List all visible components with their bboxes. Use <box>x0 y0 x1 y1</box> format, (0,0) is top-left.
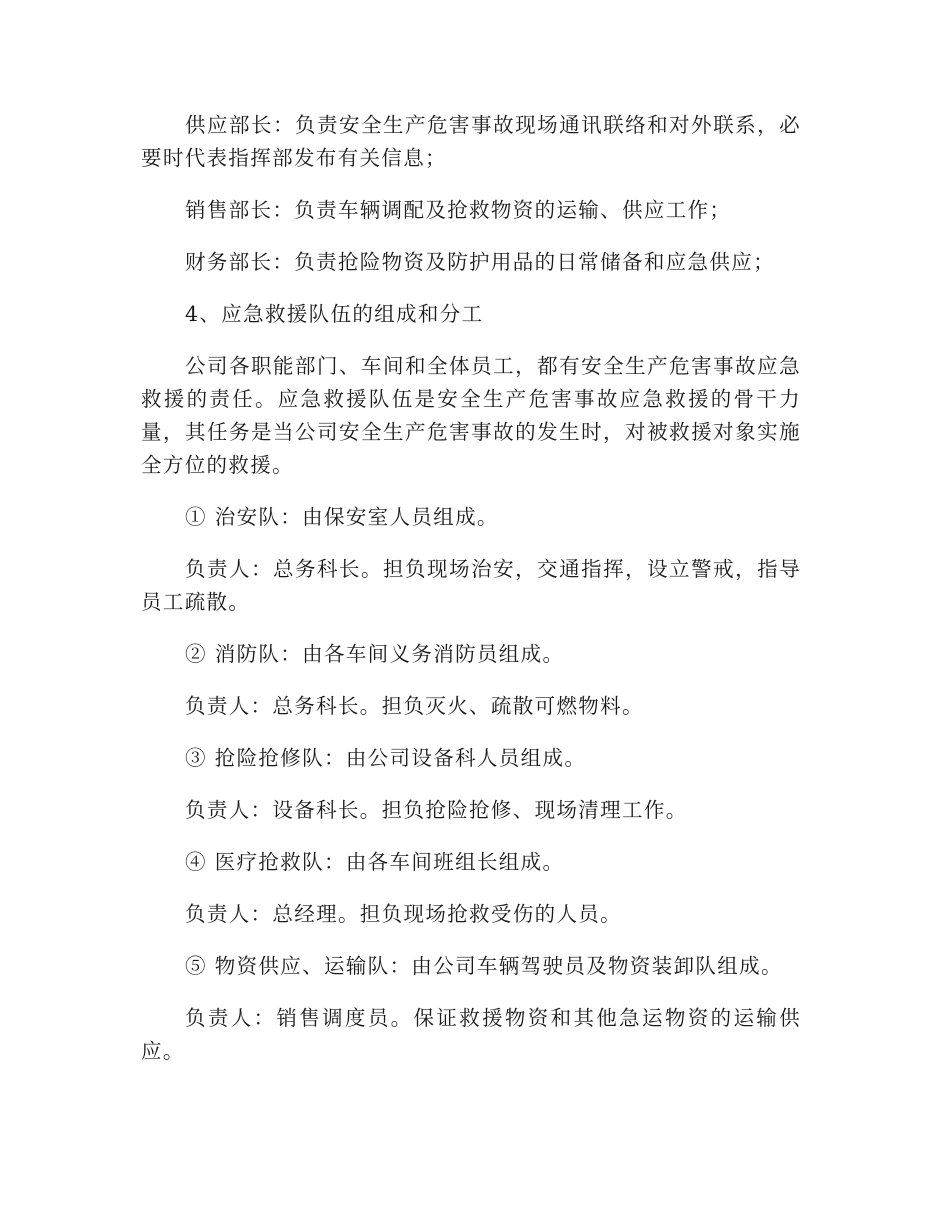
section-heading-rescue-teams: 4、应急救援队伍的组成和分工 <box>185 302 484 326</box>
document-page <box>141 109 801 1068</box>
paragraph-security-team-lead: 负责人：总务科长。担负现场治安，交通指挥，设立警戒，指导员工疏散。 <box>141 557 801 614</box>
list-item-supply-transport-team: ⑤ 物资供应、运输队：由公司车辆驾驶员及物资装卸队组成。 <box>185 954 783 978</box>
paragraph-supply-minister: 供应部长：负责安全生产危害事故现场通讯联络和对外联系，必要时代表指挥部发布有关信息； <box>141 113 801 170</box>
paragraph-repair-team-lead: 负责人：设备科长。担负抢险抢修、现场清理工作。 <box>185 798 688 822</box>
paragraph-supply-transport-lead: 负责人：销售调度员。保证救援物资和其他急运物资的运输供应。 <box>141 1006 801 1063</box>
paragraph-fire-team-lead: 负责人：总务科长。担负灭火、疏散可燃物料。 <box>185 694 644 718</box>
list-item-repair-team: ③ 抢险抢修队：由公司设备科人员组成。 <box>185 746 587 770</box>
paragraph-rescue-responsibility: 公司各职能部门、车间和全体员工，都有安全生产危害事故应急救援的责任。应急救援队伍是安全生产危害事故应急救援的骨干力量，其任务是当公司安全生产危害事故的发生时，对被救援对象实施全方位的救援。 <box>141 354 801 477</box>
list-item-security-team: ① 治安队：由保安室人员组成。 <box>185 505 499 529</box>
paragraph-medical-team-lead: 负责人：总经理。担负现场抢救受伤的人员。 <box>185 902 622 926</box>
paragraph-sales-minister: 销售部长：负责车辆调配及抢救物资的运输、供应工作； <box>185 198 732 222</box>
list-item-fire-team: ② 消防队：由各车间义务消防员组成。 <box>185 642 565 666</box>
paragraph-finance-minister: 财务部长：负责抢险物资及防护用品的日常储备和应急供应； <box>185 250 775 274</box>
list-item-medical-team: ④ 医疗抢救队：由各车间班组长组成。 <box>185 850 565 874</box>
